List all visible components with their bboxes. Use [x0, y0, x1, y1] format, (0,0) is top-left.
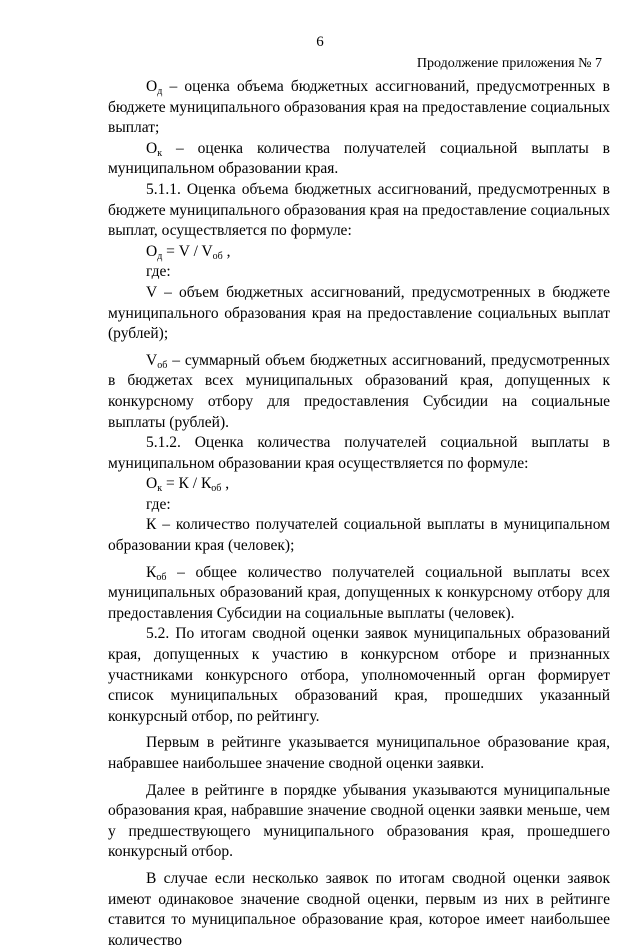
- where-label: где:: [146, 495, 171, 513]
- formula-lhs: О: [146, 475, 158, 493]
- symbol: О: [146, 78, 158, 95]
- formula-lhs-subscript: к: [157, 483, 163, 495]
- paragraph-rating-order: Далее в рейтинге в порядке убывания указываются муниципальные образования края, набравшие значение сводной оценки заявки меньше, чем у предшествующего муниципального образования края, прошедшего конкурсный отбор.: [108, 781, 610, 861]
- formula-lhs: О: [146, 242, 158, 260]
- formula-rhs-subscript: об: [211, 483, 222, 495]
- formula-lhs-subscript: д: [157, 250, 163, 262]
- formula-tail: ,: [221, 475, 230, 493]
- symbol-subscript: д: [157, 86, 163, 97]
- symbol: О: [146, 139, 158, 157]
- paragraph-vob-definition: [108, 351, 610, 433]
- paragraph-5-1-2: 5.1.2. Оценка количества получателей социальной выплаты в муниципальном образовании края осуществляется по формуле:: [108, 434, 610, 472]
- symbol-subscript: об: [157, 359, 168, 371]
- paragraph-v-definition: V – объем бюджетных ассигнований, предусмотренных в бюджете муниципального образования края на предоставление социальных выплат (рублей);: [108, 283, 610, 343]
- paragraph-kob-definition: [108, 563, 610, 625]
- paragraph-text: – суммарный объем бюджетных ассигнований, предусмотренных в бюджетах всех муниципальных образований края, допущенных к конкурсному отбору для предоставления Субсидии на социальные выплаты (рублей).: [108, 351, 610, 431]
- formula-rhs-subscript: об: [212, 250, 223, 262]
- paragraph-text: – общее количество получателей социальной выплаты всех муниципальных образований края, допущенных к конкурсному отбору для предоставления Субсидии на социальные выплаты (человек).: [108, 563, 610, 622]
- body-text: [108, 77, 610, 951]
- where-label: где:: [146, 263, 171, 281]
- formula-od: [108, 242, 610, 263]
- paragraph-ok-definition: [108, 139, 610, 180]
- paragraph-rating-tie: В случае если несколько заявок по итогам сводной оценки заявок имеют одинаковое значение сводной оценки, первым из них в рейтинге ставится то муниципальное образование края, которое имеет наибольшее количество: [108, 869, 610, 949]
- paragraph-text: – оценка количества получателей социальной выплаты в муниципальном образовании края.: [108, 139, 610, 178]
- symbol-subscript: к: [157, 147, 163, 159]
- formula-body: = V / V: [162, 242, 213, 260]
- formula-body: = К / К: [162, 475, 212, 493]
- paragraph-od-definition: [108, 77, 610, 139]
- symbol-subscript: об: [156, 571, 167, 583]
- paragraph-k-definition: К – количество получателей социальной выплаты в муниципальном образовании края (человек);: [108, 516, 610, 555]
- symbol: V: [146, 351, 158, 369]
- paragraph-5-1-1: 5.1.1. Оценка объема бюджетных ассигнований, предусмотренных в бюджете муниципального образования края на предоставление социальных выплат, осуществляется по формуле:: [108, 180, 610, 240]
- paragraph-text: – оценка объема бюджетных ассигнований, предусмотренных в бюджете муниципального образования края на предоставление социальных выплат;: [108, 78, 610, 137]
- formula-ok: [108, 474, 610, 495]
- running-head: Продолжение приложения № 7: [416, 56, 602, 71]
- paragraph-rating-first: Первым в рейтинге указывается муниципальное образование края, набравшее наибольшее значение сводной оценки заявки.: [108, 734, 610, 772]
- formula-tail: ,: [222, 242, 231, 260]
- page-number: 6: [316, 34, 324, 50]
- paragraph-5-2: 5.2. По итогам сводной оценки заявок муниципальных образований края, допущенных к участию в конкурсном отборе и признанных участниками конкурсного отбора, уполномоченный орган формирует список муниципальных образований края, прошедших указанный конкурсный отбор, по рейтингу.: [108, 625, 610, 725]
- symbol: К: [146, 563, 157, 581]
